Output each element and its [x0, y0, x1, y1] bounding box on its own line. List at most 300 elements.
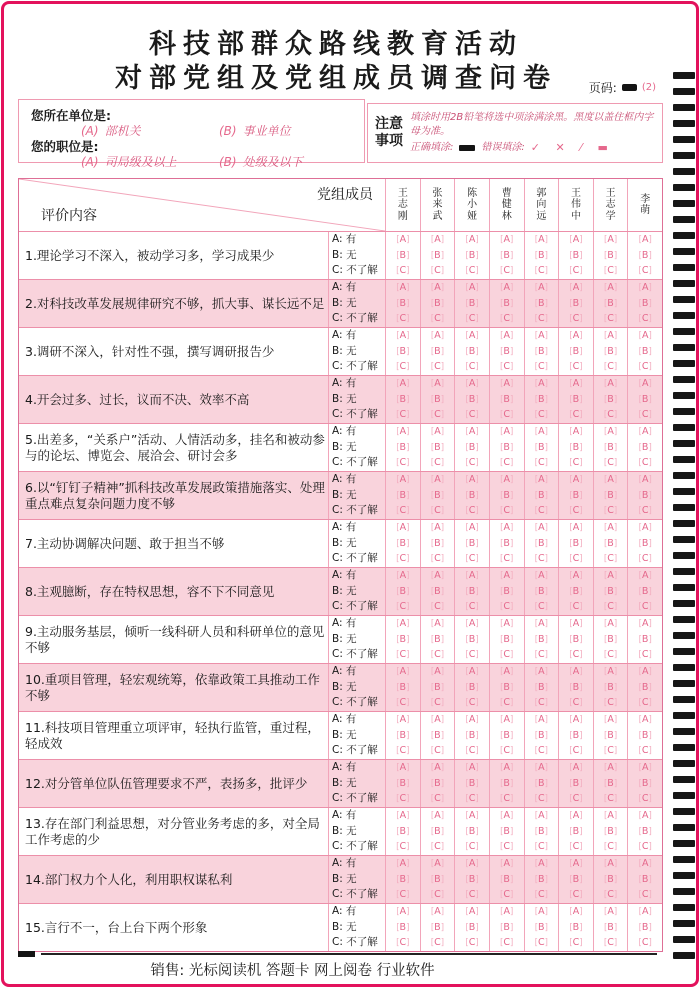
bubble-B[interactable]: [B] — [500, 441, 514, 453]
bubble-B[interactable]: [B] — [638, 441, 652, 453]
bubble-A[interactable]: [A] — [603, 618, 618, 629]
bubble-A[interactable]: [A] — [638, 810, 652, 821]
bubble-A[interactable]: [A] — [465, 762, 479, 773]
bubble-A[interactable]: [A] — [500, 426, 514, 437]
bubble-B[interactable]: [B] — [638, 489, 652, 501]
bubble-A[interactable]: [A] — [603, 666, 618, 677]
bubble-C[interactable]: [C] — [465, 793, 479, 805]
bubble-B[interactable]: [B] — [430, 825, 445, 837]
bubble-A[interactable]: [A] — [603, 522, 618, 533]
bubble-C[interactable]: [C] — [569, 457, 583, 469]
bubble-B[interactable]: [B] — [638, 681, 652, 693]
bubble-B[interactable]: [B] — [430, 921, 445, 933]
bubble-C[interactable]: [C] — [430, 793, 445, 805]
bubble-C[interactable]: [C] — [638, 937, 652, 949]
bubble-A[interactable]: [A] — [465, 426, 479, 437]
bubble-C[interactable]: [C] — [569, 601, 583, 613]
bubble-C[interactable]: [C] — [430, 889, 445, 901]
bubble-B[interactable]: [B] — [638, 345, 652, 357]
bubble-A[interactable]: [A] — [465, 282, 479, 293]
bubble-C[interactable]: [C] — [638, 601, 652, 613]
bubble-A[interactable]: [A] — [638, 330, 652, 341]
bubble-A[interactable]: [A] — [569, 474, 583, 485]
bubble-C[interactable]: [C] — [569, 265, 583, 277]
bubble-C[interactable]: [C] — [465, 265, 479, 277]
bubble-B[interactable]: [B] — [430, 873, 445, 885]
bubble-B[interactable]: [B] — [465, 633, 479, 645]
bubble-C[interactable]: [C] — [396, 313, 410, 325]
bubble-C[interactable]: [C] — [638, 889, 652, 901]
bubble-C[interactable]: [C] — [430, 697, 445, 709]
bubble-A[interactable]: [A] — [603, 714, 618, 725]
bubble-C[interactable]: [C] — [569, 649, 583, 661]
bubble-C[interactable]: [C] — [569, 505, 583, 517]
bubble-C[interactable]: [C] — [500, 553, 514, 565]
bubble-C[interactable]: [C] — [465, 505, 479, 517]
bubble-A[interactable]: [A] — [465, 666, 479, 677]
bubble-C[interactable]: [C] — [465, 409, 479, 421]
bubble-A[interactable]: [A] — [534, 522, 548, 533]
bubble-B[interactable]: [B] — [430, 345, 445, 357]
bubble-A[interactable]: [A] — [430, 906, 445, 917]
bubble-A[interactable]: [A] — [638, 762, 652, 773]
bubble-C[interactable]: [C] — [603, 313, 618, 325]
bubble-B[interactable]: [B] — [396, 297, 410, 309]
bubble-C[interactable]: [C] — [465, 745, 479, 757]
bubble-C[interactable]: [C] — [396, 793, 410, 805]
bubble-C[interactable]: [C] — [534, 361, 548, 373]
bubble-B[interactable]: [B] — [603, 537, 618, 549]
bubble-B[interactable]: [B] — [500, 729, 514, 741]
bubble-B[interactable]: [B] — [430, 249, 445, 261]
bubble-C[interactable]: [C] — [465, 937, 479, 949]
bubble-A[interactable]: [A] — [638, 474, 652, 485]
bubble-C[interactable]: [C] — [430, 841, 445, 853]
bubble-B[interactable]: [B] — [396, 537, 410, 549]
bubble-B[interactable]: [B] — [396, 681, 410, 693]
bubble-A[interactable]: [A] — [603, 282, 618, 293]
bubble-C[interactable]: [C] — [465, 649, 479, 661]
bubble-C[interactable]: [C] — [396, 745, 410, 757]
bubble-A[interactable]: [A] — [603, 330, 618, 341]
unit-option-a-bubble[interactable]: (A) — [81, 124, 99, 138]
bubble-C[interactable]: [C] — [430, 409, 445, 421]
bubble-A[interactable]: [A] — [569, 666, 583, 677]
bubble-C[interactable]: [C] — [465, 697, 479, 709]
unit-option-a[interactable] — [81, 122, 219, 139]
bubble-A[interactable]: [A] — [603, 906, 618, 917]
bubble-C[interactable]: [C] — [638, 313, 652, 325]
bubble-C[interactable]: [C] — [534, 313, 548, 325]
bubble-A[interactable]: [A] — [430, 330, 445, 341]
bubble-C[interactable]: [C] — [534, 649, 548, 661]
bubble-B[interactable]: [B] — [430, 393, 445, 405]
bubble-A[interactable]: [A] — [569, 714, 583, 725]
bubble-C[interactable]: [C] — [534, 553, 548, 565]
bubble-C[interactable]: [C] — [430, 745, 445, 757]
bubble-C[interactable]: [C] — [603, 553, 618, 565]
bubble-C[interactable]: [C] — [534, 937, 548, 949]
bubble-A[interactable]: [A] — [534, 474, 548, 485]
bubble-A[interactable]: [A] — [638, 378, 652, 389]
bubble-B[interactable]: [B] — [534, 777, 548, 789]
bubble-B[interactable]: [B] — [603, 585, 618, 597]
bubble-A[interactable]: [A] — [500, 330, 514, 341]
bubble-B[interactable]: [B] — [500, 297, 514, 309]
bubble-C[interactable]: [C] — [430, 937, 445, 949]
bubble-B[interactable]: [B] — [430, 633, 445, 645]
bubble-C[interactable]: [C] — [569, 841, 583, 853]
bubble-A[interactable]: [A] — [430, 474, 445, 485]
bubble-B[interactable]: [B] — [534, 537, 548, 549]
bubble-C[interactable]: [C] — [603, 601, 618, 613]
bubble-C[interactable]: [C] — [500, 313, 514, 325]
bubble-A[interactable]: [A] — [534, 906, 548, 917]
bubble-B[interactable]: [B] — [465, 921, 479, 933]
bubble-A[interactable]: [A] — [430, 666, 445, 677]
bubble-B[interactable]: [B] — [534, 393, 548, 405]
bubble-A[interactable]: [A] — [534, 666, 548, 677]
bubble-C[interactable]: [C] — [396, 361, 410, 373]
bubble-B[interactable]: [B] — [638, 729, 652, 741]
bubble-C[interactable]: [C] — [534, 841, 548, 853]
bubble-A[interactable]: [A] — [430, 522, 445, 533]
bubble-A[interactable]: [A] — [500, 522, 514, 533]
bubble-A[interactable]: [A] — [534, 570, 548, 581]
bubble-C[interactable]: [C] — [603, 265, 618, 277]
bubble-C[interactable]: [C] — [603, 745, 618, 757]
bubble-B[interactable]: [B] — [396, 729, 410, 741]
bubble-A[interactable]: [A] — [569, 522, 583, 533]
page-number-filled-mark[interactable] — [622, 84, 637, 91]
bubble-C[interactable]: [C] — [638, 649, 652, 661]
position-option-a-bubble[interactable]: (A) — [81, 155, 99, 169]
bubble-A[interactable]: [A] — [569, 570, 583, 581]
bubble-C[interactable]: [C] — [465, 313, 479, 325]
bubble-C[interactable]: [C] — [569, 745, 583, 757]
bubble-C[interactable]: [C] — [430, 313, 445, 325]
bubble-A[interactable]: [A] — [396, 426, 410, 437]
bubble-C[interactable]: [C] — [534, 505, 548, 517]
bubble-B[interactable]: [B] — [396, 249, 410, 261]
bubble-B[interactable]: [B] — [603, 873, 618, 885]
bubble-B[interactable]: [B] — [569, 873, 583, 885]
bubble-C[interactable]: [C] — [569, 409, 583, 421]
bubble-B[interactable]: [B] — [396, 441, 410, 453]
bubble-C[interactable]: [C] — [534, 265, 548, 277]
bubble-C[interactable]: [C] — [430, 457, 445, 469]
bubble-B[interactable]: [B] — [638, 393, 652, 405]
bubble-A[interactable]: [A] — [396, 762, 410, 773]
bubble-B[interactable]: [B] — [396, 921, 410, 933]
bubble-C[interactable]: [C] — [638, 265, 652, 277]
bubble-A[interactable]: [A] — [500, 906, 514, 917]
bubble-A[interactable]: [A] — [500, 474, 514, 485]
bubble-A[interactable]: [A] — [534, 426, 548, 437]
bubble-C[interactable]: [C] — [534, 409, 548, 421]
bubble-B[interactable]: [B] — [500, 393, 514, 405]
bubble-A[interactable]: [A] — [500, 378, 514, 389]
bubble-B[interactable]: [B] — [430, 777, 445, 789]
bubble-C[interactable]: [C] — [465, 601, 479, 613]
bubble-C[interactable]: [C] — [603, 841, 618, 853]
bubble-C[interactable]: [C] — [534, 745, 548, 757]
bubble-B[interactable]: [B] — [603, 297, 618, 309]
bubble-B[interactable]: [B] — [569, 441, 583, 453]
bubble-B[interactable]: [B] — [465, 537, 479, 549]
bubble-B[interactable]: [B] — [603, 777, 618, 789]
bubble-C[interactable]: [C] — [603, 409, 618, 421]
bubble-C[interactable]: [C] — [569, 553, 583, 565]
bubble-A[interactable]: [A] — [638, 522, 652, 533]
bubble-A[interactable]: [A] — [396, 474, 410, 485]
bubble-B[interactable]: [B] — [430, 441, 445, 453]
bubble-A[interactable]: [A] — [465, 378, 479, 389]
bubble-B[interactable]: [B] — [534, 921, 548, 933]
unit-option-b[interactable] — [219, 122, 357, 139]
bubble-C[interactable]: [C] — [638, 505, 652, 517]
bubble-B[interactable]: [B] — [500, 633, 514, 645]
bubble-C[interactable]: [C] — [500, 409, 514, 421]
bubble-C[interactable]: [C] — [465, 553, 479, 565]
bubble-C[interactable]: [C] — [396, 505, 410, 517]
bubble-B[interactable]: [B] — [638, 297, 652, 309]
bubble-B[interactable]: [B] — [500, 585, 514, 597]
bubble-B[interactable]: [B] — [638, 585, 652, 597]
bubble-A[interactable]: [A] — [534, 330, 548, 341]
bubble-C[interactable]: [C] — [638, 793, 652, 805]
bubble-C[interactable]: [C] — [603, 505, 618, 517]
bubble-C[interactable]: [C] — [396, 457, 410, 469]
bubble-A[interactable]: [A] — [500, 666, 514, 677]
bubble-B[interactable]: [B] — [430, 729, 445, 741]
bubble-C[interactable]: [C] — [603, 649, 618, 661]
bubble-A[interactable]: [A] — [603, 810, 618, 821]
bubble-B[interactable]: [B] — [569, 729, 583, 741]
bubble-A[interactable]: [A] — [465, 570, 479, 581]
bubble-B[interactable]: [B] — [534, 729, 548, 741]
bubble-A[interactable]: [A] — [603, 474, 618, 485]
bubble-B[interactable]: [B] — [500, 489, 514, 501]
bubble-B[interactable]: [B] — [638, 537, 652, 549]
bubble-A[interactable]: [A] — [603, 426, 618, 437]
bubble-A[interactable]: [A] — [465, 474, 479, 485]
bubble-A[interactable]: [A] — [396, 570, 410, 581]
bubble-C[interactable]: [C] — [430, 361, 445, 373]
bubble-A[interactable]: [A] — [500, 714, 514, 725]
bubble-B[interactable]: [B] — [430, 585, 445, 597]
bubble-B[interactable]: [B] — [603, 489, 618, 501]
bubble-A[interactable]: [A] — [396, 858, 410, 869]
bubble-A[interactable]: [A] — [430, 714, 445, 725]
bubble-C[interactable]: [C] — [396, 841, 410, 853]
bubble-A[interactable]: [A] — [465, 714, 479, 725]
bubble-C[interactable]: [C] — [603, 457, 618, 469]
bubble-A[interactable]: [A] — [569, 330, 583, 341]
position-option-b[interactable] — [219, 153, 357, 170]
bubble-B[interactable]: [B] — [465, 681, 479, 693]
bubble-A[interactable]: [A] — [465, 810, 479, 821]
bubble-C[interactable]: [C] — [396, 649, 410, 661]
bubble-A[interactable]: [A] — [465, 330, 479, 341]
bubble-B[interactable]: [B] — [569, 681, 583, 693]
bubble-A[interactable]: [A] — [638, 714, 652, 725]
bubble-C[interactable]: [C] — [638, 361, 652, 373]
bubble-A[interactable]: [A] — [396, 810, 410, 821]
bubble-B[interactable]: [B] — [500, 537, 514, 549]
bubble-B[interactable]: [B] — [569, 537, 583, 549]
bubble-B[interactable]: [B] — [430, 489, 445, 501]
bubble-B[interactable]: [B] — [638, 633, 652, 645]
bubble-B[interactable]: [B] — [534, 489, 548, 501]
bubble-A[interactable]: [A] — [465, 858, 479, 869]
bubble-B[interactable]: [B] — [603, 345, 618, 357]
bubble-A[interactable]: [A] — [396, 618, 410, 629]
bubble-B[interactable]: [B] — [396, 489, 410, 501]
bubble-B[interactable]: [B] — [500, 921, 514, 933]
bubble-A[interactable]: [A] — [430, 570, 445, 581]
bubble-A[interactable]: [A] — [430, 618, 445, 629]
bubble-B[interactable]: [B] — [638, 249, 652, 261]
bubble-C[interactable]: [C] — [430, 649, 445, 661]
bubble-A[interactable]: [A] — [603, 570, 618, 581]
bubble-B[interactable]: [B] — [569, 777, 583, 789]
bubble-B[interactable]: [B] — [465, 777, 479, 789]
bubble-A[interactable]: [A] — [500, 282, 514, 293]
bubble-C[interactable]: [C] — [396, 697, 410, 709]
bubble-B[interactable]: [B] — [603, 729, 618, 741]
bubble-B[interactable]: [B] — [638, 825, 652, 837]
bubble-A[interactable]: [A] — [534, 234, 548, 245]
page-number-option-2[interactable]: (2) — [641, 82, 656, 93]
bubble-B[interactable]: [B] — [465, 441, 479, 453]
bubble-C[interactable]: [C] — [534, 793, 548, 805]
bubble-A[interactable]: [A] — [430, 378, 445, 389]
bubble-A[interactable]: [A] — [569, 426, 583, 437]
position-option-b-bubble[interactable]: (B) — [219, 155, 237, 169]
bubble-A[interactable]: [A] — [638, 426, 652, 437]
bubble-C[interactable]: [C] — [638, 457, 652, 469]
bubble-C[interactable]: [C] — [569, 313, 583, 325]
bubble-B[interactable]: [B] — [534, 585, 548, 597]
bubble-A[interactable]: [A] — [534, 858, 548, 869]
bubble-A[interactable]: [A] — [430, 282, 445, 293]
bubble-B[interactable]: [B] — [603, 681, 618, 693]
bubble-A[interactable]: [A] — [569, 810, 583, 821]
bubble-C[interactable]: [C] — [638, 745, 652, 757]
bubble-A[interactable]: [A] — [396, 906, 410, 917]
bubble-C[interactable]: [C] — [465, 841, 479, 853]
bubble-A[interactable]: [A] — [638, 282, 652, 293]
bubble-A[interactable]: [A] — [638, 570, 652, 581]
bubble-B[interactable]: [B] — [603, 249, 618, 261]
bubble-A[interactable]: [A] — [569, 906, 583, 917]
bubble-C[interactable]: [C] — [500, 793, 514, 805]
bubble-A[interactable]: [A] — [534, 762, 548, 773]
bubble-C[interactable]: [C] — [638, 841, 652, 853]
bubble-B[interactable]: [B] — [638, 777, 652, 789]
bubble-A[interactable]: [A] — [603, 234, 618, 245]
bubble-C[interactable]: [C] — [603, 697, 618, 709]
bubble-C[interactable]: [C] — [534, 457, 548, 469]
bubble-B[interactable]: [B] — [465, 393, 479, 405]
bubble-C[interactable]: [C] — [534, 889, 548, 901]
bubble-A[interactable]: [A] — [569, 618, 583, 629]
bubble-B[interactable]: [B] — [396, 777, 410, 789]
bubble-A[interactable]: [A] — [500, 858, 514, 869]
bubble-A[interactable]: [A] — [465, 906, 479, 917]
bubble-C[interactable]: [C] — [396, 937, 410, 949]
bubble-C[interactable]: [C] — [500, 937, 514, 949]
bubble-B[interactable]: [B] — [500, 345, 514, 357]
bubble-C[interactable]: [C] — [638, 553, 652, 565]
bubble-A[interactable]: [A] — [638, 234, 652, 245]
bubble-B[interactable]: [B] — [569, 297, 583, 309]
bubble-B[interactable]: [B] — [603, 921, 618, 933]
bubble-B[interactable]: [B] — [396, 345, 410, 357]
bubble-B[interactable]: [B] — [500, 681, 514, 693]
bubble-A[interactable]: [A] — [638, 858, 652, 869]
bubble-C[interactable]: [C] — [430, 601, 445, 613]
unit-option-b-bubble[interactable]: (B) — [219, 124, 237, 138]
bubble-B[interactable]: [B] — [396, 633, 410, 645]
bubble-B[interactable]: [B] — [603, 441, 618, 453]
bubble-B[interactable]: [B] — [569, 345, 583, 357]
bubble-A[interactable]: [A] — [569, 858, 583, 869]
bubble-A[interactable]: [A] — [569, 282, 583, 293]
bubble-C[interactable]: [C] — [500, 457, 514, 469]
bubble-A[interactable]: [A] — [396, 522, 410, 533]
bubble-C[interactable]: [C] — [638, 697, 652, 709]
bubble-C[interactable]: [C] — [396, 409, 410, 421]
bubble-B[interactable]: [B] — [534, 249, 548, 261]
bubble-B[interactable]: [B] — [396, 585, 410, 597]
bubble-A[interactable]: [A] — [430, 426, 445, 437]
bubble-B[interactable]: [B] — [430, 297, 445, 309]
bubble-A[interactable]: [A] — [465, 618, 479, 629]
bubble-B[interactable]: [B] — [465, 489, 479, 501]
bubble-A[interactable]: [A] — [500, 234, 514, 245]
bubble-A[interactable]: [A] — [638, 618, 652, 629]
bubble-B[interactable]: [B] — [396, 825, 410, 837]
bubble-B[interactable]: [B] — [534, 345, 548, 357]
bubble-B[interactable]: [B] — [534, 681, 548, 693]
bubble-A[interactable]: [A] — [603, 762, 618, 773]
bubble-B[interactable]: [B] — [569, 393, 583, 405]
bubble-C[interactable]: [C] — [500, 697, 514, 709]
bubble-C[interactable]: [C] — [500, 841, 514, 853]
bubble-B[interactable]: [B] — [465, 873, 479, 885]
bubble-B[interactable]: [B] — [534, 873, 548, 885]
bubble-C[interactable]: [C] — [430, 553, 445, 565]
bubble-C[interactable]: [C] — [396, 553, 410, 565]
bubble-B[interactable]: [B] — [500, 777, 514, 789]
bubble-B[interactable]: [B] — [430, 681, 445, 693]
bubble-C[interactable]: [C] — [638, 409, 652, 421]
bubble-C[interactable]: [C] — [569, 889, 583, 901]
bubble-A[interactable]: [A] — [603, 858, 618, 869]
bubble-A[interactable]: [A] — [569, 762, 583, 773]
bubble-A[interactable]: [A] — [465, 522, 479, 533]
bubble-B[interactable]: [B] — [569, 921, 583, 933]
bubble-A[interactable]: [A] — [534, 282, 548, 293]
bubble-B[interactable]: [B] — [534, 633, 548, 645]
bubble-A[interactable]: [A] — [500, 570, 514, 581]
bubble-C[interactable]: [C] — [603, 889, 618, 901]
bubble-B[interactable]: [B] — [500, 873, 514, 885]
bubble-C[interactable]: [C] — [534, 697, 548, 709]
bubble-C[interactable]: [C] — [569, 361, 583, 373]
